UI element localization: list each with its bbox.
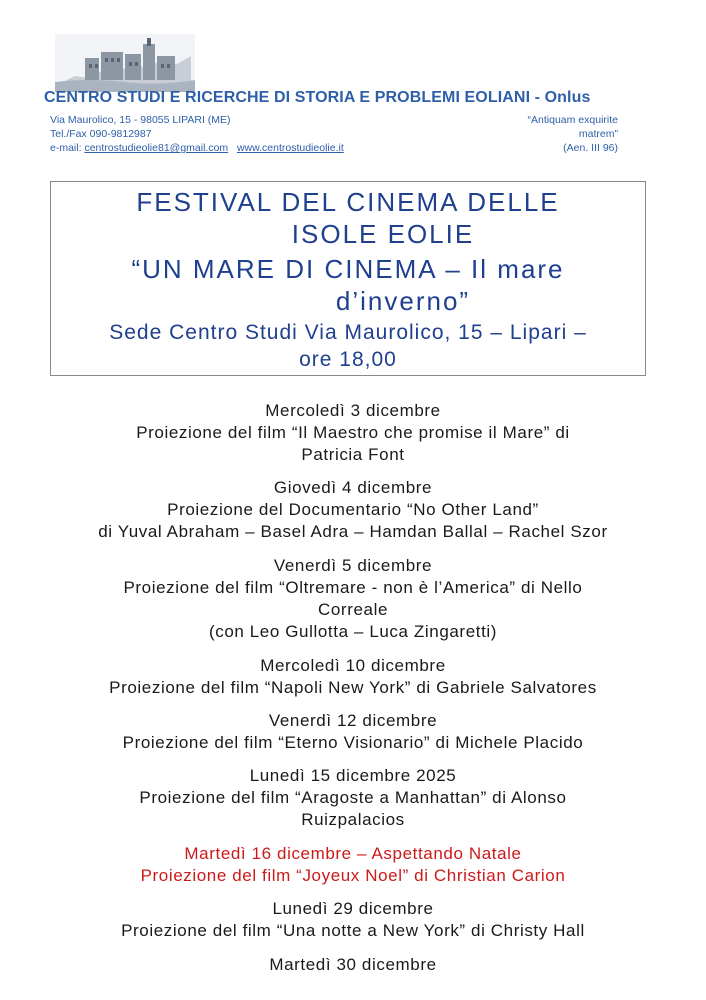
- event-description: Proiezione del film “Joyeux Noel” di Christian Carion: [140, 866, 566, 885]
- event-item: [0, 954, 706, 976]
- event-item-highlighted: [0, 843, 706, 887]
- event-item: [0, 400, 706, 466]
- title-line-4: d’inverno”: [335, 286, 471, 316]
- event-description: Proiezione del film “Aragoste a Manhattan” di Alonso: [139, 788, 567, 807]
- time-line: ore 18,00: [299, 348, 397, 371]
- email-line: [50, 141, 344, 155]
- address-line: Via Maurolico, 15 - 98055 LIPARI (ME): [50, 114, 231, 126]
- event-description: Proiezione del Documentario “No Other Land”: [167, 500, 539, 519]
- motto: [458, 113, 618, 155]
- event-item: [0, 765, 706, 831]
- event-item: [0, 710, 706, 754]
- event-date: Lunedì 29 dicembre: [272, 899, 434, 918]
- organization-name: CENTRO STUDI E RICERCHE DI STORIA E PROBLEMI EOLIANI - Onlus: [44, 89, 591, 106]
- motto-line-2: matrem”: [578, 128, 618, 140]
- event-date: Mercoledì 3 dicembre: [265, 401, 441, 420]
- website-link[interactable]: www.centrostudieolie.it: [236, 142, 344, 154]
- email-label: e-mail:: [50, 142, 82, 154]
- contact-info: [50, 113, 344, 155]
- event-description: Proiezione del film “Oltremare - non è l’America” di Nello: [123, 578, 583, 597]
- event-item: [0, 898, 706, 942]
- event-description: Patricia Font: [301, 445, 405, 464]
- event-date: Venerdì 5 dicembre: [273, 556, 433, 575]
- title-line-3: “UN MARE DI CINEMA – Il mare: [131, 254, 565, 284]
- venue-line: Sede Centro Studi Via Maurolico, 15 – Lipari –: [109, 321, 587, 344]
- title-line-1: FESTIVAL DEL CINEMA DELLE: [136, 187, 560, 217]
- event-description: Proiezione del film “Il Maestro che promise il Mare” di: [136, 423, 570, 442]
- event-date: Venerdì 12 dicembre: [268, 711, 438, 730]
- event-item: [0, 477, 706, 543]
- castle-logo: [55, 34, 195, 92]
- event-date: Martedì 16 dicembre – Aspettando Natale: [184, 844, 522, 863]
- event-description: Ruizpalacios: [301, 810, 405, 829]
- event-description: Proiezione del film “Eterno Visionario” di Michele Placido: [122, 733, 584, 752]
- event-description: di Yuval Abraham – Basel Adra – Hamdan Ballal – Rachel Szor: [98, 522, 608, 541]
- event-description: Proiezione del film “Una notte a New York” di Christy Hall: [121, 921, 585, 940]
- event-item: [0, 555, 706, 643]
- event-item: [0, 655, 706, 699]
- motto-line-1: “Antiquam exquirite: [527, 114, 618, 126]
- motto-reference: (Aen. III 96): [563, 142, 618, 154]
- title-line-2: ISOLE EOLIE: [291, 219, 475, 249]
- event-date: Martedì 30 dicembre: [269, 955, 437, 974]
- event-description: (con Leo Gullotta – Luca Zingaretti): [208, 622, 498, 641]
- festival-title-box: [50, 181, 646, 376]
- event-description: Proiezione del film “Napoli New York” di Gabriele Salvatores: [109, 678, 597, 697]
- event-date: Mercoledì 10 dicembre: [260, 656, 446, 675]
- event-description: Correale: [318, 600, 388, 619]
- event-date: Giovedì 4 dicembre: [273, 478, 433, 497]
- phone-line: Tel./Fax 090-9812987: [50, 128, 152, 140]
- email-link[interactable]: centrostudieolie81@gmail.com: [84, 142, 229, 154]
- event-date: Lunedì 15 dicembre 2025: [249, 766, 457, 785]
